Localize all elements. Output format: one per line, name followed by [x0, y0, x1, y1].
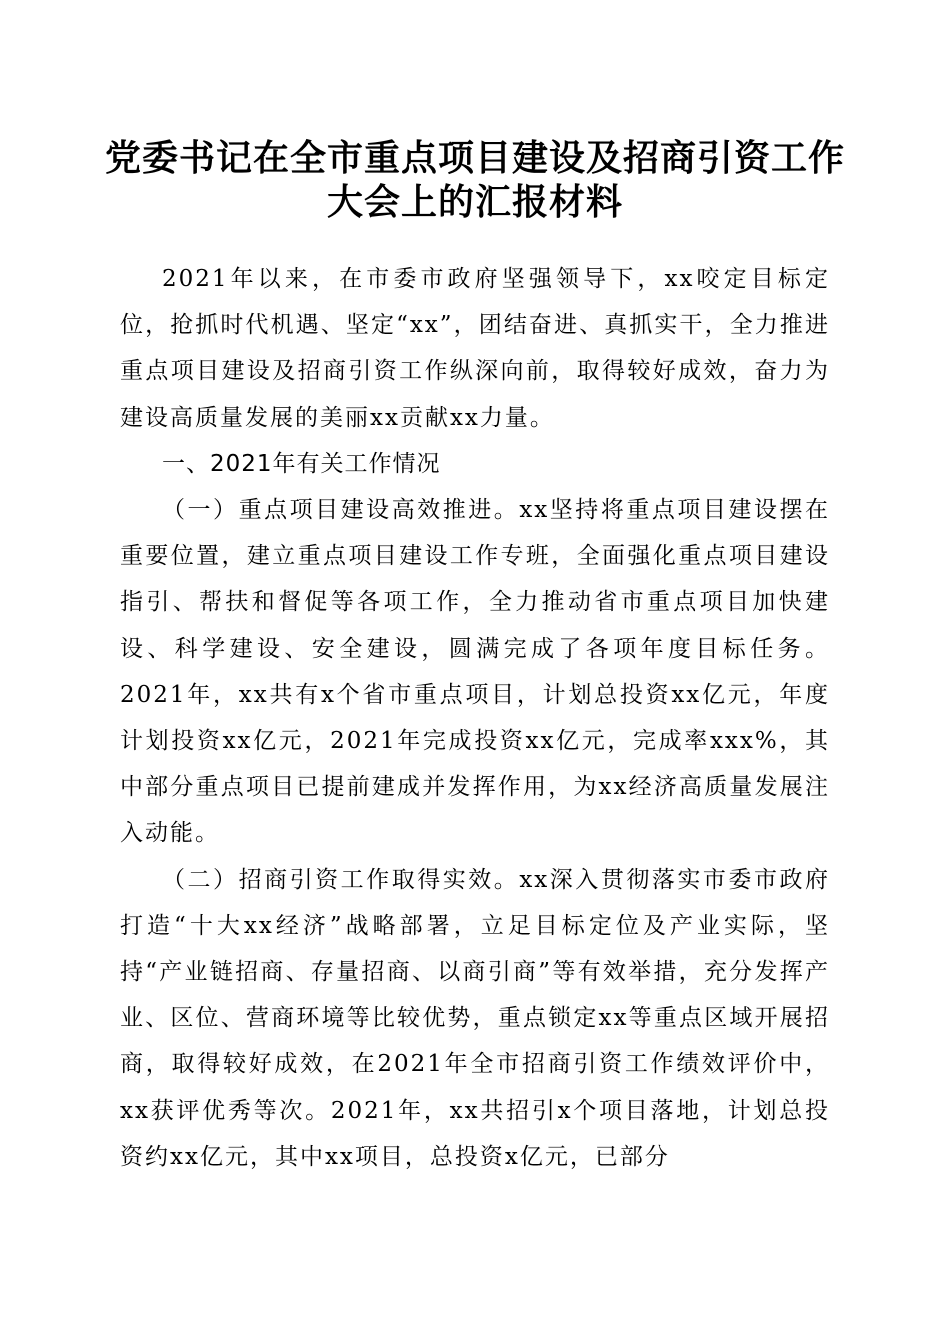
item-1-text: xx坚持将重点项目建设摆在重要位置，建立重点项目建设工作专班，全面强化重点项目建设指引、帮扶和督促等各项工作，全力推动省市重点项目加快建设、科学建设、安全建设，圆满完成了各项年度目标任务。2021年，xx共有x个省市重点项目，计划总投资xx亿元，年度计划投资xx亿元，2021年完成投资xx亿元，完成率xxx%，其中部分重点项目已提前建成并发挥作用，为xx经济高质量发展注入动能。: [120, 497, 830, 847]
item-1-heading: （一）重点项目建设高效推进。: [162, 497, 520, 524]
title-line-2: 大会上的汇报材料: [326, 181, 623, 223]
item-2-text: xx深入贯彻落实市委市政府打造“十大xx经济”战略部署，立足目标定位及产业实际，坚持“产业链招商、存量招商、以商引商”等有效举措，充分发挥产业、区位、营商环境等比较优势，重点锁定xx等重点区域开展招商，取得较好成效，在2021年全市招商引资工作绩效评价中，xx获评优秀等次。2021年，xx共招引x个项目落地，计划总投资约xx亿元，其中xx项目，总投资x亿元，已部分: [120, 866, 830, 1170]
intro-paragraph: 2021年以来，在市委市政府坚强领导下，xx咬定目标定位，抢抓时代机遇、坚定“xx”，团结奋进、真抓实干，全力推进重点项目建设及招商引资工作纵深向前，取得较好成效，奋力为建设高质量发展的美丽xx贡献xx力量。: [120, 266, 830, 431]
title-line-1: 党委书记在全市重点项目建设及招商引资工作: [104, 137, 845, 179]
item-2-paragraph: [120, 857, 830, 1180]
item-1-paragraph: [120, 487, 830, 857]
document-title: [100, 136, 850, 224]
item-2-heading: （二）招商引资工作取得实效。: [162, 866, 520, 893]
document-body: [120, 256, 830, 1180]
section-heading-1: 一、2021年有关工作情况: [162, 450, 441, 477]
